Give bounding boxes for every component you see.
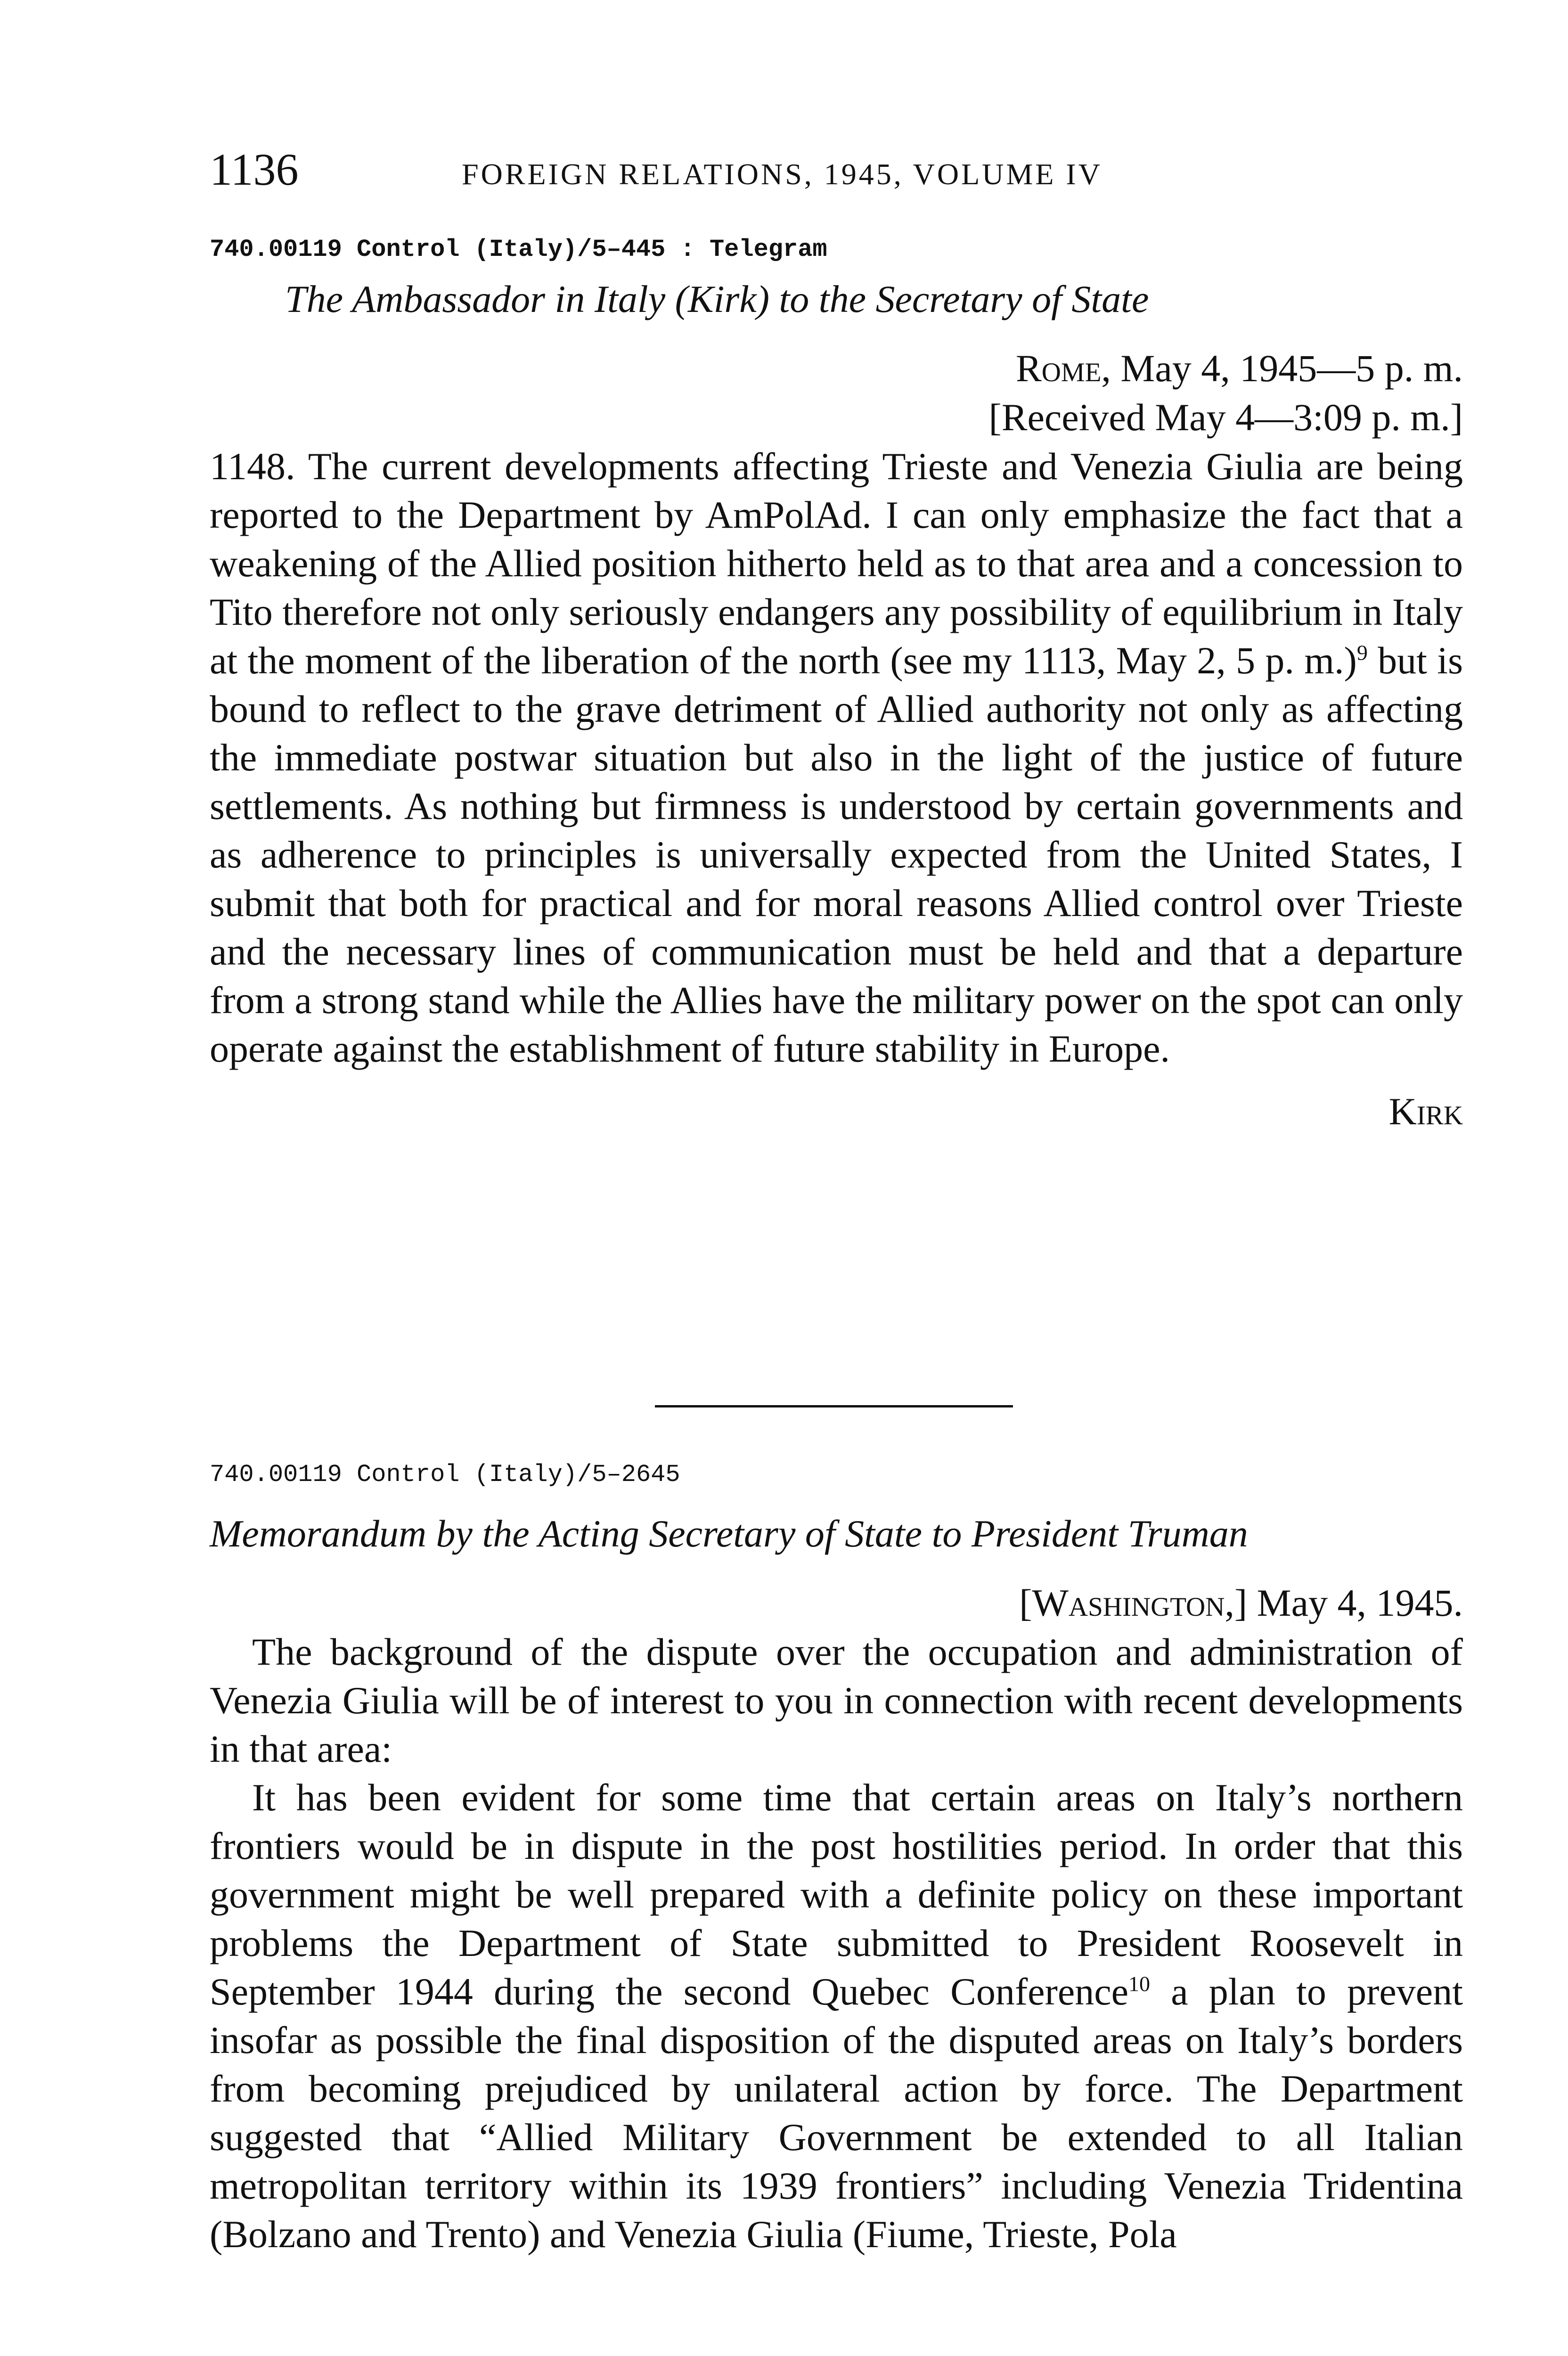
telegram-body (210, 442, 1463, 1073)
telegram-body-part2: but is bound to reflect to the grave detriment of Allied authority not only as affecting the immediate postwar situation but also in the light of the justice of future settlements. As nothing but firmness is understood by certain governments and as adherence to principles is universally expected from the United States, I submit that both for practical and for moral reasons Allied control over Trieste and the necessary lines of communication must be held and that a departure from a strong stand while the Allies have the military power on the spot can only operate against the establishment of future stability in Europe. (210, 639, 1463, 1070)
telegram-place: Rome (1016, 347, 1102, 390)
section-divider (655, 1405, 1013, 1407)
memorandum-paragraph-2-part2: a plan to prevent insofar as possible the final disposition of the disputed areas on Italy’s borders from becoming prejudiced by unilateral action by force. The Department suggested that “Allied Military Government be extended to all Italian metropolitan territory within its 1939 frontiers” including Venezia Tridentina (Bolzano and Trento) and Venezia Giulia (Fiume, Trieste, Pola (210, 1970, 1463, 2256)
memorandum-title: Memorandum by the Acting Secretary of State to President Truman (210, 1512, 1248, 1555)
memorandum-place: Washington (1032, 1581, 1225, 1624)
page-number: 1136 (210, 144, 299, 195)
telegram-signature: Kirk (1388, 1090, 1463, 1133)
memorandum-paragraph-1: The background of the dispute over the occupation and administration of Venezia Giulia will be of interest to you in connection with recent developments in that area: (210, 1630, 1463, 1770)
running-head: FOREIGN RELATIONS, 1945, VOLUME IV (462, 157, 1102, 191)
memorandum-paragraph-2 (210, 1773, 1463, 2258)
telegram-date: , May 4, 1945—5 p. m. (1101, 347, 1463, 390)
footnote-ref-9: 9 (1356, 640, 1368, 665)
telegram-dateline (210, 344, 1463, 393)
memorandum-dateline (210, 1579, 1463, 1628)
telegram-title: The Ambassador in Italy (Kirk) to the Secretary of State (285, 278, 1149, 320)
telegram-section (210, 231, 1463, 1136)
memorandum-section (210, 1456, 1463, 2258)
page-header (210, 141, 1463, 198)
footnote-ref-10: 10 (1128, 1972, 1151, 1996)
memorandum-file-reference: 740.00119 Control (Italy)/5–2645 (210, 1461, 680, 1489)
telegram-received: [Received May 4—3:09 p. m.] (988, 396, 1463, 439)
memorandum-date: ,] May 4, 1945. (1225, 1581, 1463, 1624)
telegram-body-part1: 1148. The current developments affecting Trieste and Venezia Giulia are being reported to the Department by AmPolAd. I can only emphasize the fact that a weakening of the Allied position hitherto held as to that area and a concession to Tito therefore not only seriously endangers any possibility of equilibrium in Italy at the moment of the liberation of the north (see my 1113, May 2, 5 p. m.) (210, 445, 1463, 682)
memorandum-paragraph-2-part1: It has been evident for some time that certain areas on Italy’s northern frontiers would be in dispute in the post hostilities period. In order that this government might be well prepared with a definite policy on these important problems the Department of State submitted to President Roosevelt in September 1944 during the second Quebec Conference (210, 1776, 1463, 2013)
dateline-bracket: [ (1019, 1581, 1032, 1624)
telegram-file-reference: 740.00119 Control (Italy)/5–445 : Telegram (210, 236, 827, 263)
